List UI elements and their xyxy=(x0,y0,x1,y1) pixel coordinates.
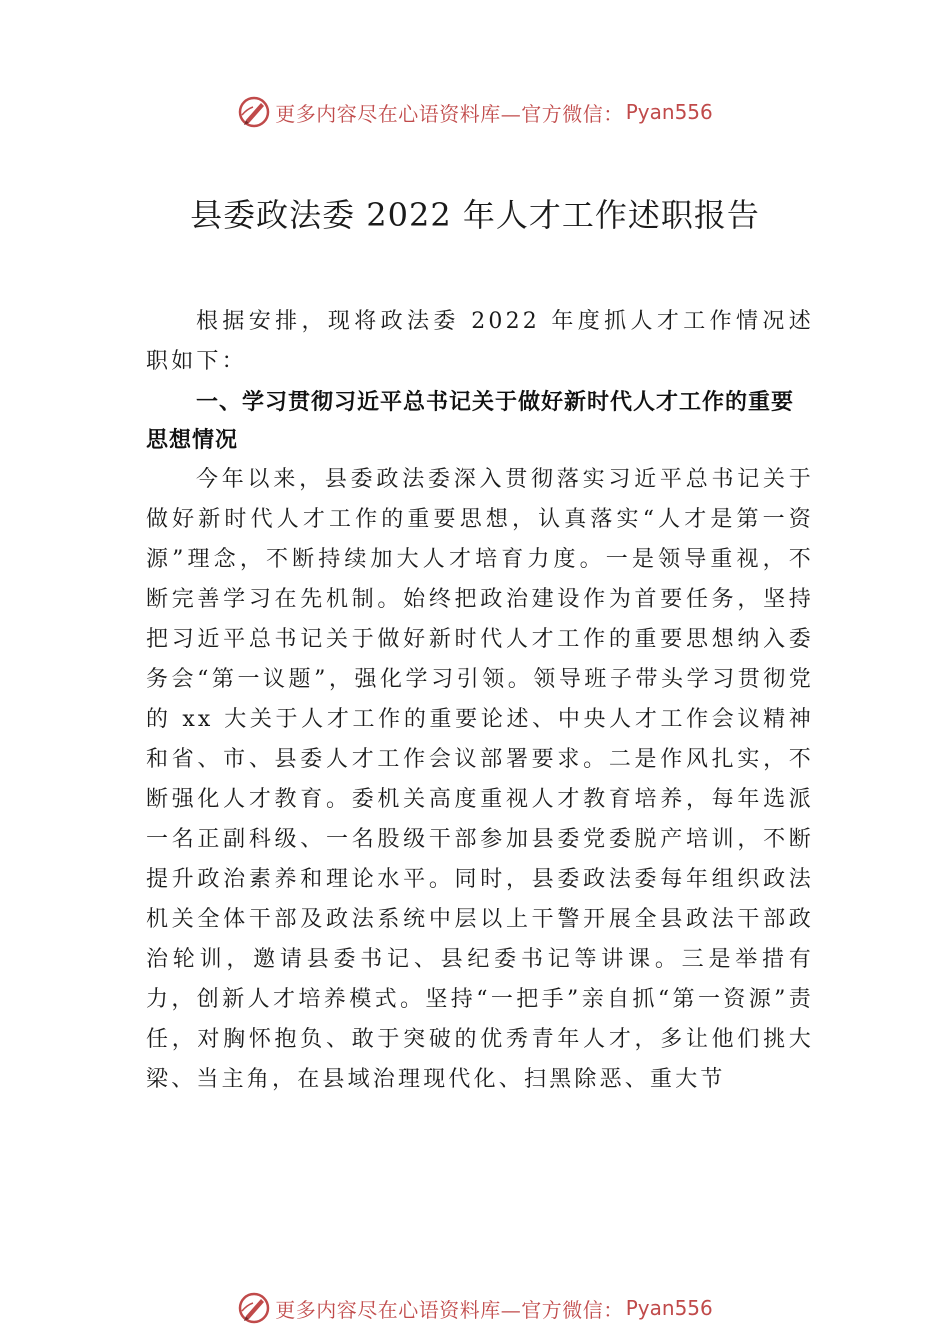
document-title: 县委政法委 2022 年人才工作述职报告 xyxy=(190,196,760,234)
section-heading-1: 一、学习贯彻习近平总书记关于做好新时代人才工作的重要思想情况 xyxy=(146,390,795,453)
pen-logo-icon xyxy=(237,1291,271,1325)
footer-watermark xyxy=(0,1288,950,1328)
watermark-wechat-id: Pyan556 xyxy=(625,100,713,124)
header-watermark xyxy=(0,92,950,132)
section-1-paragraph: 今年以来，县委政法委深入贯彻落实习近平总书记关于做好新时代人才工作的重要思想，认真落实“人才是第一资源”理念，不断持续加大人才培育力度。一是领导重视，不断完善学习在先机制。始终把政治建设作为首要任务，坚持把习近平总书记关于做好新时代人才工作的重要思想纳入委务会“第一议题”，强化学习引领。领导班子带头学习贯彻党的 xx 大关于人才工作的重要论述、中央人才工作会议精神和省、市、县委人才工作会议部署要求。二是作风扎实，不断强化人才教育。委机关高度重视人才教育培养，每年选派一名正副科级、一名股级干部参加县委党委脱产培训，不断提升政治素养和理论水平。同时，县委政法委每年组织政法机关全体干部及政法系统中层以上干警开展全县政法干部政治轮训，邀请县委书记、县纪委书记等讲课。三是举措有力，创新人才培养模式。坚持“一把手”亲自抓“第一资源”责任，对胸怀抱负、敢于突破的优秀青年人才，多让他们挑大梁、当主角，在县域治理现代化、扫黑除恶、重大节 xyxy=(146,467,814,1092)
watermark-text: 更多内容尽在心语资料库—官方微信： xyxy=(275,1297,624,1322)
watermark-wechat-id: Pyan556 xyxy=(625,1296,713,1320)
pen-logo-icon xyxy=(237,95,271,129)
watermark-text: 更多内容尽在心语资料库—官方微信： xyxy=(275,101,624,126)
intro-paragraph: 根据安排，现将政法委 2022 年度抓人才工作情况述职如下： xyxy=(146,309,814,374)
